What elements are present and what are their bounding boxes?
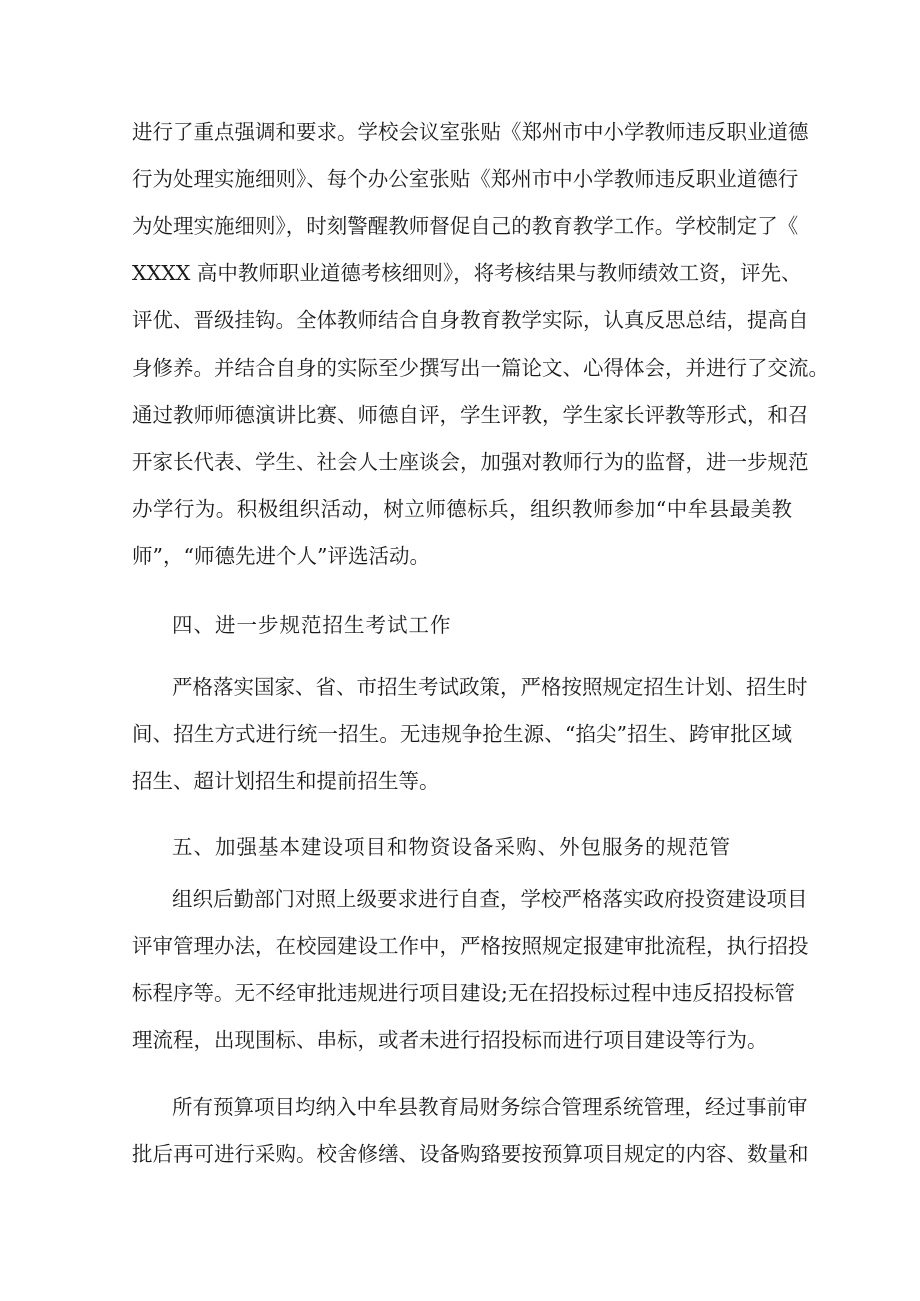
paragraph-line: 标程序等。无不经审批违规进行项目建设;无在招投标过程中违反招投标管 (132, 981, 795, 1005)
paragraph-line: 招生、超计划招生和提前招生等。 (132, 769, 440, 793)
paragraph-line: 评优、晋级挂钩。全体教师结合自身教育教学实际，认真反思总结，提高自 (132, 308, 809, 332)
paragraph-line: 组织后勤部门对照上级要求进行自查，学校严格落实政府投资建设项目 (172, 887, 808, 911)
section-heading: 五、加强基本建设项目和物资设备采购、外包服务的规范管 (172, 835, 731, 859)
paragraph-line: 批后再可进行采购。校舍修缮、设备购臵要按预算项目规定的内容、数量和 (132, 1142, 809, 1166)
paragraph-line: 理流程，出现围标、串标，或者未进行招投标而进行项目建设等行为。 (132, 1028, 768, 1052)
paragraph-line: 开家长代表、学生、社会人士座谈会，加强对教师行为的监督，进一步规范 (132, 450, 809, 474)
paragraph-line: 师”，“师德先进个人”评选活动。 (132, 544, 430, 568)
paragraph-line: 通过教师师德演讲比赛、师德自评，学生评教，学生家长评教等形式，和召 (132, 403, 809, 427)
paragraph-line: 间、招生方式进行统一招生。无违规争抢生源、“掐尖”招生、跨审批区域 (132, 722, 792, 746)
paragraph-line: 所有预算项目均纳入中牟县教育局财务综合管理系统管理，经过事前审 (172, 1095, 808, 1119)
paragraph-line: 办学行为。积极组织活动，树立师德标兵，组织教师参加“中牟县最美教 (132, 497, 792, 521)
paragraph-line: 行为处理实施细则》、每个办公室张贴《郑州市中小学教师违反职业道德行 (132, 167, 799, 191)
paragraph-line: 进行了重点强调和要求。学校会议室张贴《郑州市中小学教师违反职业道德 (132, 120, 809, 144)
paragraph-line: 身修养。并结合自身的实际至少撰写出一篇论文、心得体会，并进行了交流。 (132, 356, 829, 380)
section-heading: 四、进一步规范招生考试工作 (172, 613, 452, 637)
paragraph-line: 评审管理办法，在校园建设工作中，严格按照规定报建审批流程，执行招投 (132, 934, 809, 958)
paragraph-line: XXXX 高中教师职业道德考核细则》，将考核结果与教师绩效工资，评先、 (132, 261, 802, 285)
paragraph-line: 为处理实施细则》，时刻警醒教师督促自己的教育教学工作。学校制定了《 (132, 214, 799, 238)
paragraph-line: 严格落实国家、省、市招生考试政策，严格按照规定招生计划、招生时 (172, 675, 808, 699)
